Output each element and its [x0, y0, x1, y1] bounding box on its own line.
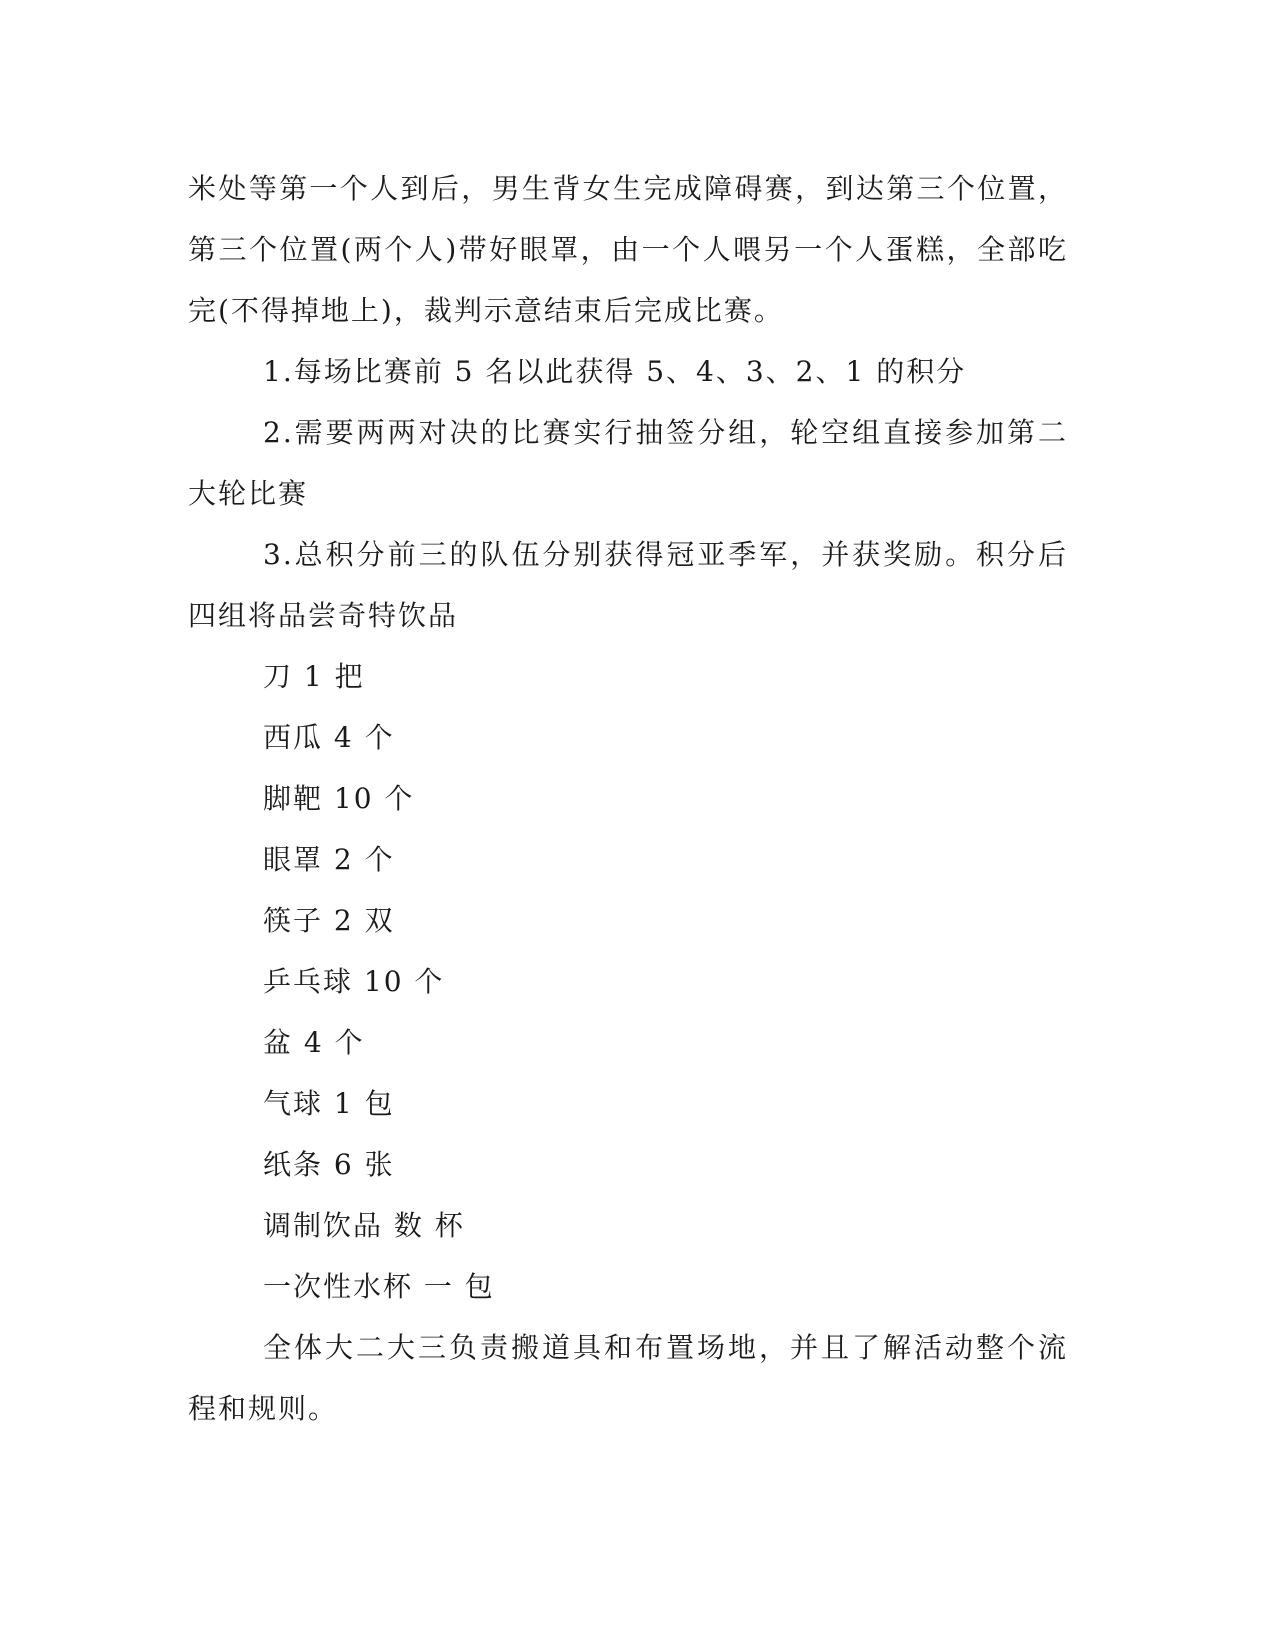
supply-item-knife: 刀 1 把 — [263, 660, 365, 693]
paragraph-rule-3: 3.总积分前三的队伍分别获得冠亚季军，并获奖励。积分后四组将品尝奇特饮品 — [188, 538, 1068, 632]
paragraph-rule-2: 2.需要两两对决的比赛实行抽签分组，轮空组直接参加第二大轮比赛 — [188, 416, 1068, 510]
paragraph-staff-duty: 全体大二大三负责搬道具和布置场地，并且了解活动整个流程和规则。 — [188, 1331, 1068, 1425]
supply-item-chopsticks: 筷子 2 双 — [263, 904, 395, 937]
supply-item-paper-slip: 纸条 6 张 — [263, 1148, 395, 1181]
supply-item-disposable-cup: 一次性水杯 一 包 — [263, 1270, 495, 1303]
supply-item-ping-pong: 乒乓球 10 个 — [263, 965, 445, 998]
paragraph-race-description: 米处等第一个人到后，男生背女生完成障碍赛，到达第三个位置，第三个位置(两个人)带好眼罩，由一个人喂另一个人蛋糕，全部吃完(不得掉地上)，裁判示意结束后完成比赛。 — [188, 172, 1068, 327]
paragraph-rule-1: 1.每场比赛前 5 名以此获得 5、4、3、2、1 的积分 — [263, 355, 967, 388]
supply-item-balloon: 气球 1 包 — [263, 1087, 395, 1120]
supply-item-mixed-drink: 调制饮品 数 杯 — [263, 1209, 465, 1242]
supply-item-basin: 盆 4 个 — [263, 1026, 365, 1059]
supply-item-kick-pad: 脚靶 10 个 — [263, 782, 415, 815]
supply-item-watermelon: 西瓜 4 个 — [263, 721, 395, 754]
document-body — [188, 158, 1068, 1439]
supply-item-blindfold: 眼罩 2 个 — [263, 843, 395, 876]
